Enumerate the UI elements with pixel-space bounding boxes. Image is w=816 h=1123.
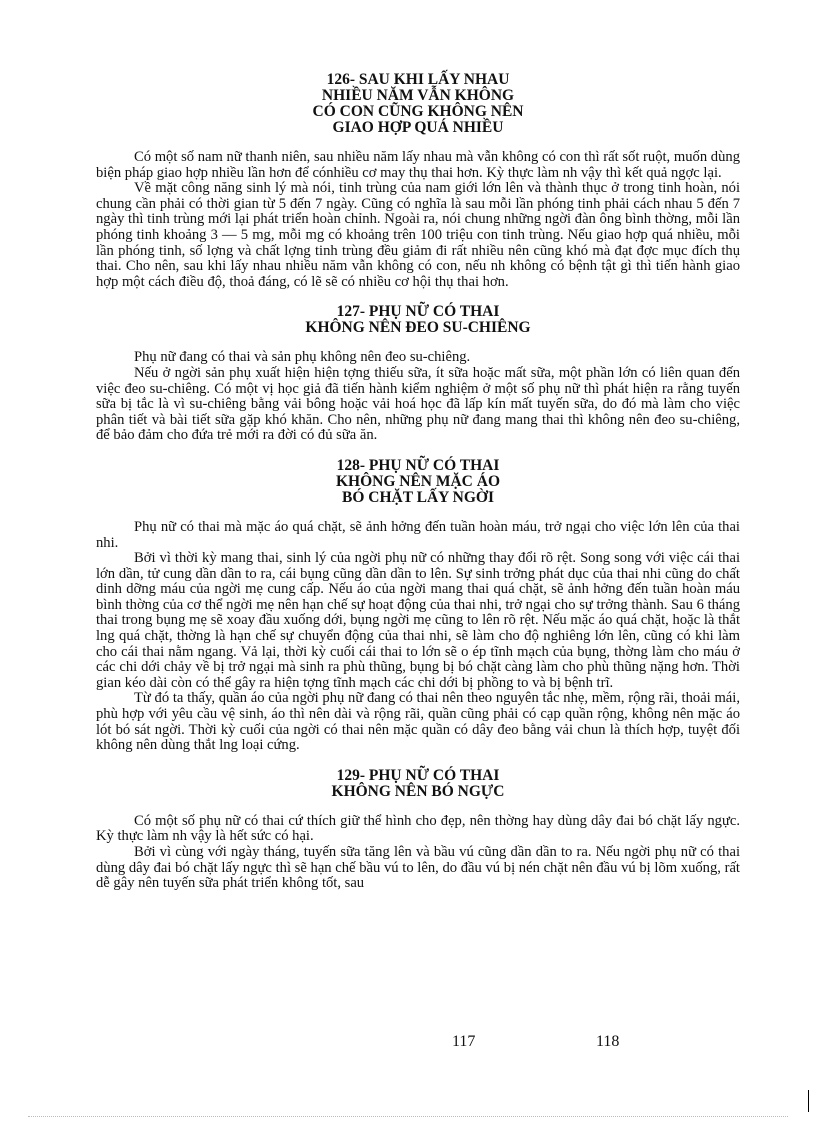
margin-mark xyxy=(808,1090,809,1112)
paragraph: Có một số nam nữ thanh niên, sau nhiều năm lấy nhau mà vẫn không có con thì rất sốt ruột, muốn dùng biện pháp giao hợp nhiều lần hơn để cónhiều cơ may thụ thai hơn. Kỳ thực làm nh vậy thì kết quả ngợc lại. xyxy=(96,149,740,181)
heading-line: 127- PHỤ NỮ CÓ THAI xyxy=(336,303,500,321)
heading-line: BÓ CHẶT LẤY NGỜI xyxy=(341,488,494,506)
paragraph: Về mặt công năng sinh lý mà nói, tinh trùng của nam giới lớn lên và thành thục ở trong tinh hoàn, nói chung cần phải có thời gian từ 5 đến 7 ngày. Cũng có nghĩa là sau mỗi lần phóng tinh phải cách nhau 5 đến 7 ngày thì tinh trùng mới lại phát triển hoàn chỉnh. Ngoài ra, nói chung những ngời đàn ông bình thờng, mỗi lần phóng tinh khoảng 3 — 5 mg, mỗi mg có khoảng trên 100 triệu con tinh trùng. Nếu giao hợp quá nhiều, mỗi lần phóng tinh, số lợng và chất lợng tinh trùng đều giảm đi rất nhiều nên cũng khó mà đạt đợc mục đích thụ thai. Cho nên, sau khi lấy nhau nhiều năm vẫn không có con, nếu nh không có bệnh tật gì thì tiến hành giao hợp một cách điều độ, thoả đáng, có lẽ sẽ có nhiều cơ hội thụ thai hơn. xyxy=(96,180,740,290)
heading-line: GIAO HỢP QUÁ NHIỀU xyxy=(332,119,504,136)
document-page xyxy=(96,72,740,906)
heading-line: KHÔNG NÊN MẶC ÁO xyxy=(335,472,501,490)
paragraph: Phụ nữ có thai mà mặc áo quá chặt, sẽ ảnh hởng đến tuần hoàn máu, trở ngại cho việc lớn lên của thai nhi. xyxy=(96,518,740,551)
section-heading xyxy=(96,304,740,336)
page-number-left: 117 xyxy=(452,1033,476,1050)
heading-line: 129- PHỤ NỮ CÓ THAI xyxy=(336,766,500,784)
paragraph: Từ đó ta thấy, quần áo của ngời phụ nữ đang có thai nên theo nguyên tắc nhẹ, mềm, rộng rãi, thoải mái, phù hợp với yêu cầu vệ sinh, áo thì nên dài và rộng rãi, quần cũng phải có cạp quần rộng, không nên mặc áo lót bó sát ngời. Thời kỳ cuối của ngời có thai nên mặc quần có dây đeo bằng vải chun là thích hợp, tuyệt đối không nên dùng thắt lng loại cứng. xyxy=(96,690,740,754)
section-126 xyxy=(96,72,740,290)
heading-line: NHIỀU NĂM VẪN KHÔNG xyxy=(321,87,515,104)
heading-line: KHÔNG NÊN BÓ NGỰC xyxy=(331,782,505,800)
section-129 xyxy=(96,768,740,892)
paragraph: Nếu ở ngời sản phụ xuất hiện hiện tợng thiếu sữa, ít sữa hoặc mất sữa, một phần lớn có liên quan đến việc đeo su-chiêng. Có một vị học giả đã tiến hành kiểm nghiệm ở một số phụ nữ thì phát hiện ra rằng tuyến sữa bị tắc là vì su-chiêng bằng vải bông hoặc vải hoá học đã lấp kín mất tuyến sữa, do đó mà làm cho việc phân tiết và bài tiết sữa gặp khó khăn. Cho nên, những phụ nữ đang mang thai thì không nên đeo su-chiêng, để bảo đảm cho đứa trẻ mới ra đời có đủ sữa ăn. xyxy=(96,364,740,444)
section-127 xyxy=(96,304,740,444)
paragraph: Bởi vì cùng với ngày tháng, tuyến sữa tăng lên và bầu vú cũng dần dần to ra. Nếu ngời phụ nữ có thai dùng dây đai bó chặt lấy ngực thì sẽ hạn chế bầu vú to lên, do đầu vú bị nén chặt nên đầu vú bị lõm xuống, rất dễ gây nên tuyến sữa phát triển không tốt, sau xyxy=(96,844,740,892)
heading-line: KHÔNG NÊN ĐEO SU-CHIÊNG xyxy=(305,319,531,337)
heading-line: CÓ CON CŨNG KHÔNG NÊN xyxy=(312,103,524,120)
section-heading xyxy=(96,72,740,136)
section-heading xyxy=(96,768,740,800)
page-number-right: 118 xyxy=(596,1033,620,1050)
paragraph: Phụ nữ đang có thai và sản phụ không nên đeo su-chiêng. xyxy=(134,349,471,366)
paragraph: Bởi vì thời kỳ mang thai, sinh lý của ngời phụ nữ có những thay đổi rõ rệt. Song song với việc cái thai lớn dần, tử cung dần dần to ra, cái bụng cũng dần dần to lên. Sự sinh trởng phát dục của thai nhi cũng do chất dinh dỡng máu của ngời mẹ cung cấp. Nếu áo của ngời mang thai quá chặt, sẽ ảnh hởng đến tuần hoàn máu bình thờng của cơ thể ngời mẹ nên hạn chế sự hoạt động của thai nhi, trở ngại cho sự trởng thành. Sau 6 tháng thai trong bụng mẹ sẽ xoay đầu xuống dới, bụng ngời mẹ cũng to lên rõ rệt. Nếu mặc áo quá chặt, hoặc là thắt lng quá chặt, thờng là hạn chế sự chuyển động của thai nhi, sẽ làm cho độ nghiêng lớn lên, cũng có khi làm cho cái thai nằm ngang. Vả lại, thời kỳ cuối cái thai to lớn sẽ o ép tĩnh mạch của bụng, thờng làm cho máu ở các chi dới chảy về bị trở ngại mà sinh ra phù thũng, bụng bị bó chặt càng làm cho phù thũng nặng hơn. Thời gian kéo dài còn có thể gây ra hiện tợng tĩnh mạch các chi dới bị phồng to và bị bệnh trĩ. xyxy=(96,550,740,691)
heading-line: 128- PHỤ NỮ CÓ THAI xyxy=(336,456,500,474)
page-bottom-rule xyxy=(28,1116,788,1117)
section-heading xyxy=(96,458,740,506)
section-128 xyxy=(96,458,740,754)
paragraph: Có một số phụ nữ có thai cứ thích giữ thể hình cho đẹp, nên thờng hay dùng dây đai bó chặt lấy ngực. Kỳ thực làm nh vậy là hết sức có hại. xyxy=(96,812,740,845)
heading-line: 126- SAU KHI LẤY NHAU xyxy=(326,71,510,88)
